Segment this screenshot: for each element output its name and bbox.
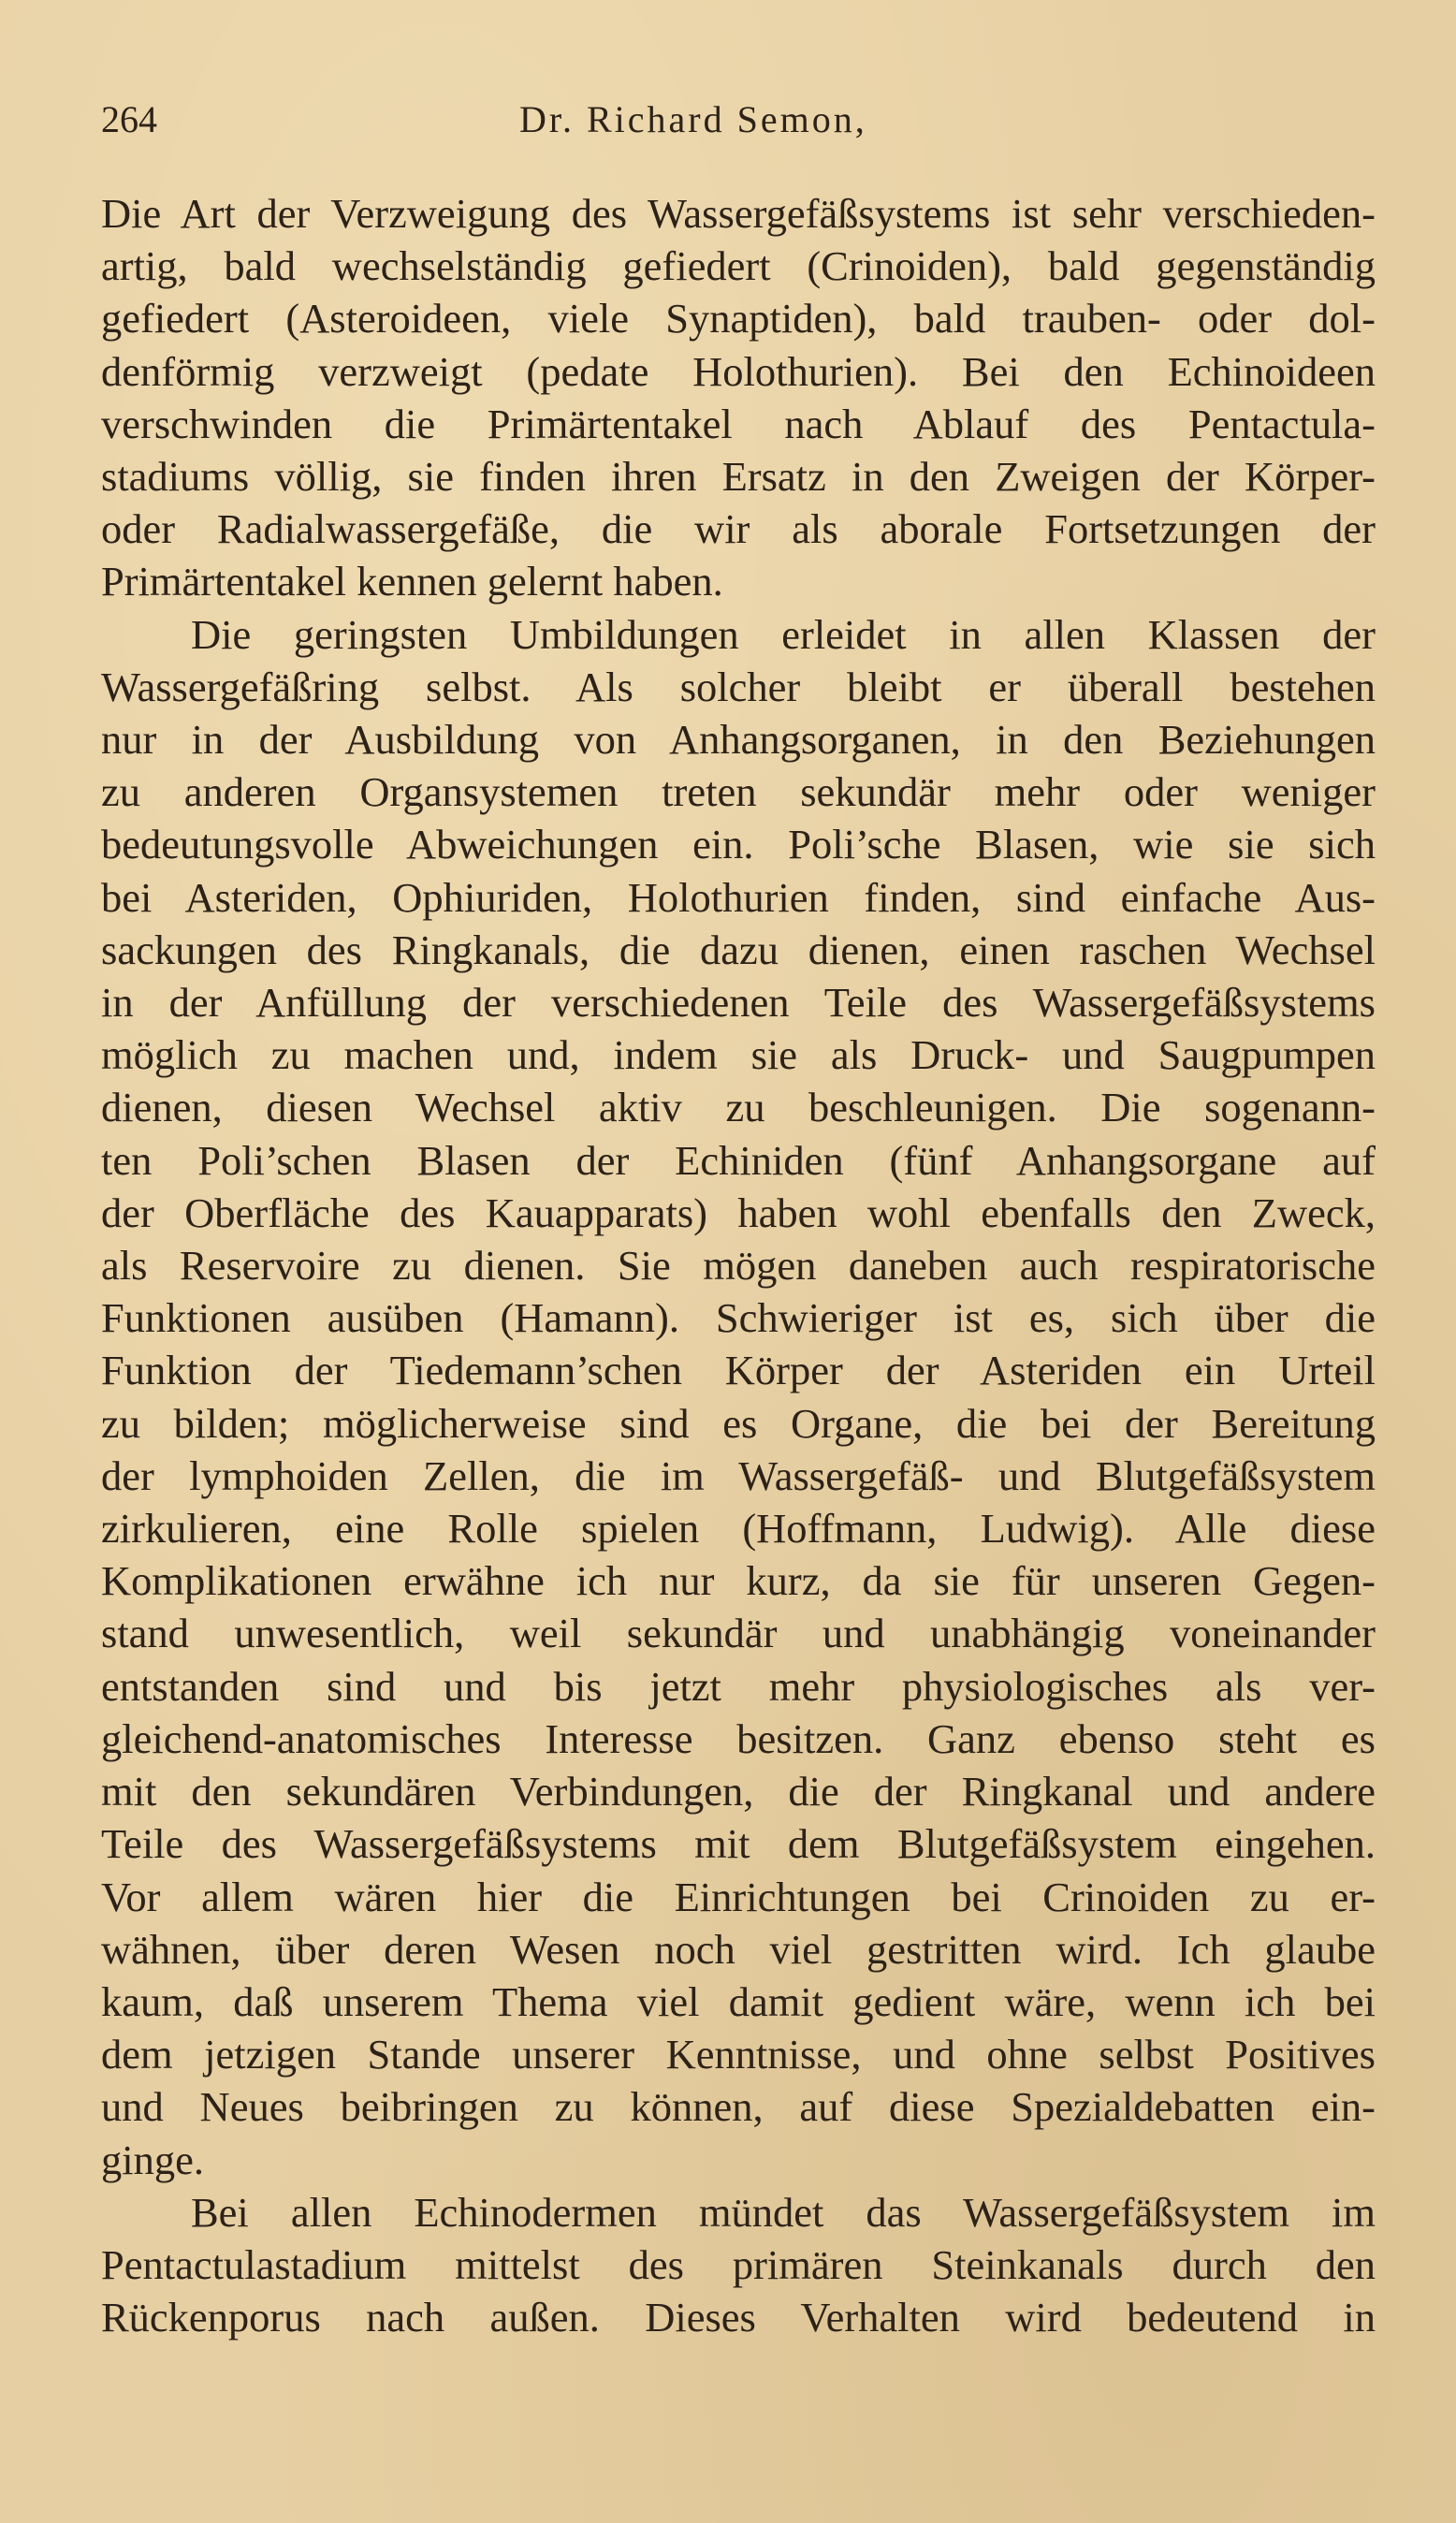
text-line: als Reservoire zu dienen. Sie mögen daneben auch respiratorische — [101, 1242, 1376, 1290]
body-text — [101, 187, 1376, 2343]
text-line: Primärtentakel kennen gelernt haben. — [101, 558, 723, 605]
text-line: stadiums völlig, sie finden ihren Ersatz in den Zweigen der Körper- — [101, 453, 1376, 501]
text-line: Die Art der Verzweigung des Wassergefäßsystems ist sehr verschieden- — [101, 190, 1376, 237]
text-line: möglich zu machen und, indem sie als Druck- und Saugpumpen — [101, 1031, 1376, 1079]
text-line: artig, bald wechselständig gefiedert (Crinoiden), bald gegenständig — [101, 242, 1376, 290]
paragraph-1 — [101, 187, 1376, 608]
text-line: ginge. — [101, 2136, 204, 2183]
text-line: gefiedert (Asteroideen, viele Synaptiden), bald trauben- oder dol- — [101, 295, 1376, 343]
text-line: entstanden sind und bis jetzt mehr physiologisches als ver- — [101, 1662, 1376, 1710]
text-line: denförmig verzweigt (pedate Holothurien). Bei den Echinoideen — [101, 347, 1376, 395]
text-line: oder Radialwassergefäße, die wir als aborale Fortsetzungen der — [101, 505, 1376, 553]
text-line: zu bilden; möglicherweise sind es Organe, die bei der Bereitung — [101, 1399, 1376, 1447]
text-line: zirkulieren, eine Rolle spielen (Hoffmann, Ludwig). Alle diese — [101, 1505, 1376, 1553]
text-line: Pentactulastadium mittelst des primären Steinkanals durch den — [101, 2240, 1376, 2288]
text-line: kaum, daß unserem Thema viel damit gedient wäre, wenn ich bei — [101, 1977, 1376, 2025]
text-line: zu anderen Organsystemen treten sekundär mehr oder weniger — [101, 768, 1376, 816]
text-line: dem jetzigen Stande unserer Kenntnisse, und ohne selbst Positives — [101, 2031, 1376, 2078]
text-line: mit den sekundären Verbindungen, die der Ringkanal und andere — [101, 1768, 1376, 1816]
text-line: dienen, diesen Wechsel aktiv zu beschleunigen. Die sogenann- — [101, 1084, 1376, 1131]
page-number: 264 — [101, 98, 157, 140]
text-line: der lymphoiden Zellen, die im Wassergefäß- und Blutgefäßsystem — [101, 1451, 1376, 1499]
text-line: der Oberfläche des Kauapparats) haben wohl ebenfalls den Zweck, — [101, 1189, 1376, 1236]
text-line: sackungen des Ringkanals, die dazu dienen, einen raschen Wechsel — [101, 926, 1376, 973]
text-line: gleichend-anatomisches Interesse besitzen. Ganz ebenso steht es — [101, 1714, 1376, 1762]
text-line: ten Poli’schen Blasen der Echiniden (fünf Anhangsorgane auf — [101, 1136, 1376, 1184]
running-head: Dr. Richard Semon, — [519, 98, 867, 140]
text-line: Vor allem wären hier die Einrichtungen bei Crinoiden zu er- — [101, 1873, 1376, 1920]
text-line: Bei allen Echinodermen mündet das Wassergefäßsystem im — [191, 2188, 1376, 2236]
text-line: bei Asteriden, Ophiuriden, Holothurien finden, sind einfache Aus- — [101, 873, 1376, 921]
text-line: Teile des Wassergefäßsystems mit dem Blutgefäßsystem eingehen. — [101, 1820, 1376, 1868]
text-line: stand unwesentlich, weil sekundär und unabhängig voneinander — [101, 1610, 1376, 1657]
text-line: nur in der Ausbildung von Anhangsorganen, in den Beziehungen — [101, 716, 1376, 764]
text-line: Funktionen ausüben (Hamann). Schwieriger ist es, sich über die — [101, 1294, 1376, 1342]
text-line: bedeutungsvolle Abweichungen ein. Poli’sche Blasen, wie sie sich — [101, 821, 1376, 868]
text-line: wähnen, über deren Wesen noch viel gestritten wird. Ich glaube — [101, 1925, 1376, 1973]
text-line: Komplikationen erwähne ich nur kurz, da sie für unseren Gegen- — [101, 1557, 1376, 1605]
paragraph-2 — [101, 608, 1376, 2186]
text-line: und Neues beibringen zu können, auf diese Spezialdebatten ein- — [101, 2083, 1376, 2131]
text-line: verschwinden die Primärtentakel nach Ablauf des Pentactula- — [101, 400, 1376, 447]
text-line: in der Anfüllung der verschiedenen Teile des Wassergefäßsystems — [101, 979, 1376, 1027]
page-header — [101, 92, 1374, 148]
text-line: Die geringsten Umbildungen erleidet in allen Klassen der — [191, 610, 1376, 658]
text-line: Rückenporus nach außen. Dieses Verhalten wird bedeutend in — [101, 2294, 1376, 2341]
text-line: Wassergefäßring selbst. Als solcher bleibt er überall bestehen — [101, 663, 1376, 710]
text-line: Funktion der Tiedemann’schen Körper der Asteriden ein Urteil — [101, 1347, 1376, 1394]
paragraph-3 — [101, 2186, 1376, 2344]
